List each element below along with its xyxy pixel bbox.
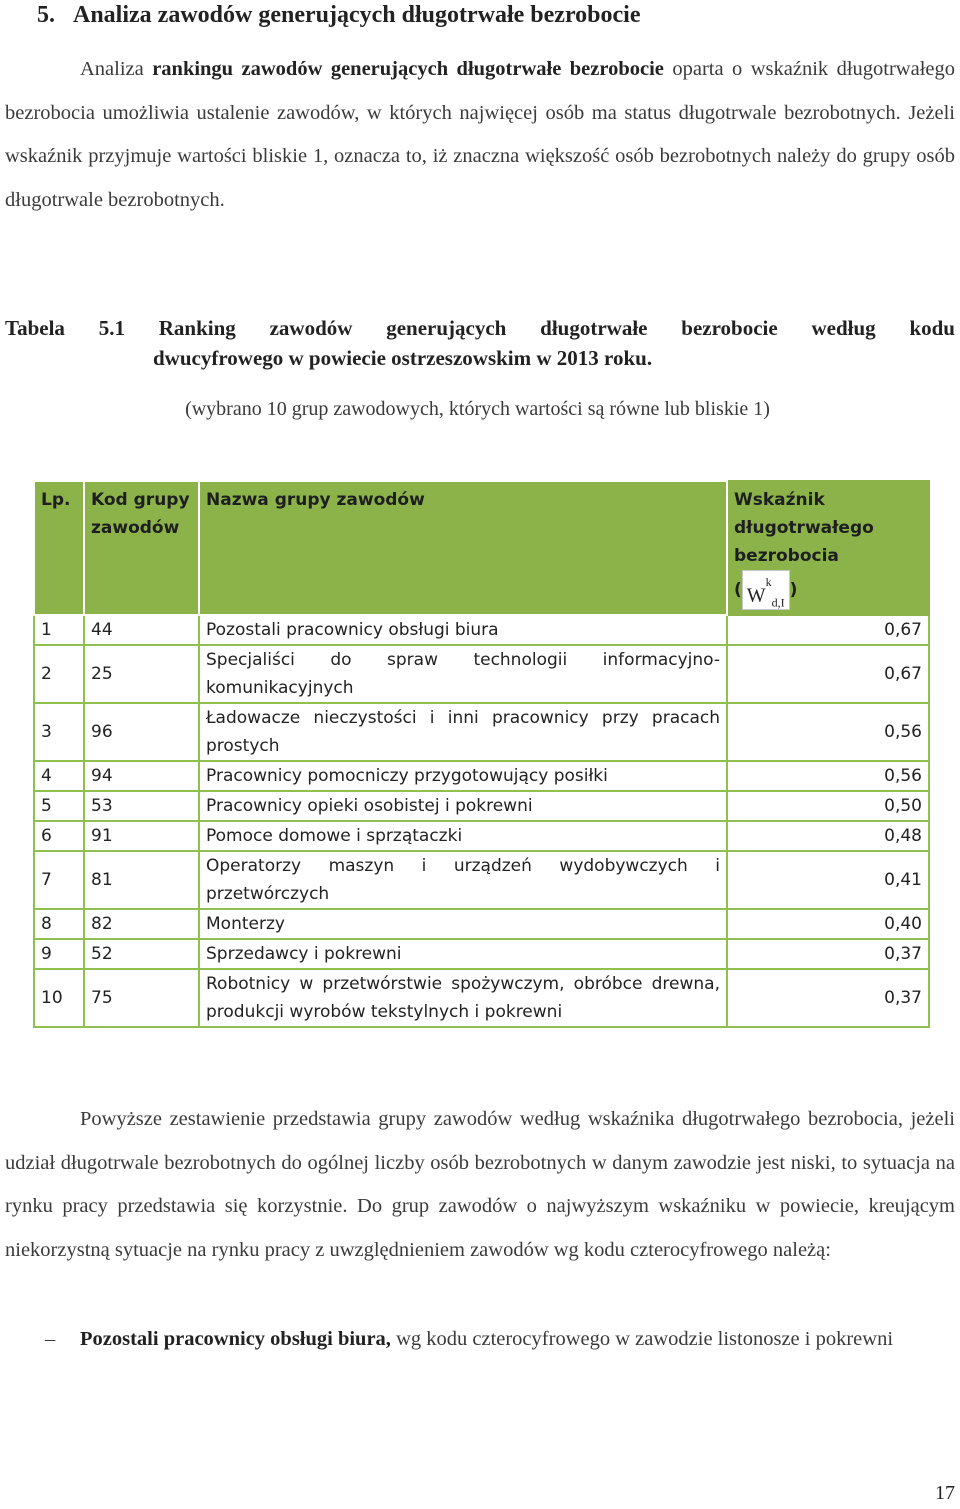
- bullet-dash: –: [45, 1328, 56, 1350]
- cell-kod: 52: [84, 939, 199, 969]
- cell-nazwa: Pracownicy opieki osobistej i pokrewni: [199, 791, 727, 821]
- table-row: [34, 645, 929, 703]
- cell-wartosc: 0,37: [727, 969, 929, 1027]
- cell-lp: 2: [34, 645, 84, 703]
- cell-lp: 9: [34, 939, 84, 969]
- cell-wartosc: 0,56: [727, 703, 929, 761]
- symbol-open: (: [734, 580, 742, 600]
- cell-lp: 8: [34, 909, 84, 939]
- intro-bold-text: rankingu zawodów generujących długotrwałe bezrobocie: [152, 58, 664, 80]
- header-symbol: [734, 570, 922, 610]
- cell-nazwa: Sprzedawcy i pokrewni: [199, 939, 727, 969]
- header-wskaznik: [727, 481, 929, 615]
- section-title: Analiza zawodów generujących długotrwałe bezrobocie: [73, 2, 641, 28]
- table-row: [34, 909, 929, 939]
- cell-kod: 53: [84, 791, 199, 821]
- cell-lp: 1: [34, 615, 84, 645]
- cell-nazwa: Specjaliści do spraw technologii informacyjno-komunikacyjnych: [199, 645, 727, 703]
- symbol-close: ): [789, 580, 798, 600]
- cell-wartosc: 0,50: [727, 791, 929, 821]
- table-row: [34, 761, 929, 791]
- cell-nazwa: Robotnicy w przetwórstwie spożywczym, obróbce drewna, produkcji wyrobów tekstylnych i pokrewni: [199, 969, 727, 1027]
- caption-line-2: dwucyfrowego w powiecie ostrzeszowskim w 2013 roku.: [153, 346, 653, 370]
- header-nazwa: Nazwa grupy zawodów: [199, 481, 727, 615]
- section-number: 5.: [37, 2, 55, 28]
- bullet-item: [5, 1318, 955, 1362]
- table-row: [34, 939, 929, 969]
- ranking-table: [33, 480, 930, 1028]
- table-row: [34, 615, 929, 645]
- cell-nazwa: Pracownicy pomocniczy przygotowujący posiłki: [199, 761, 727, 791]
- table-row: [34, 969, 929, 1027]
- cell-lp: 7: [34, 851, 84, 909]
- cell-wartosc: 0,67: [727, 645, 929, 703]
- cell-wartosc: 0,37: [727, 939, 929, 969]
- intro-paragraph: [5, 48, 955, 222]
- cell-nazwa: Pozostali pracownicy obsługi biura: [199, 615, 727, 645]
- cell-kod: 94: [84, 761, 199, 791]
- cell-nazwa: Operatorzy maszyn i urządzeń wydobywczych i przetwórczych: [199, 851, 727, 909]
- section-heading: [37, 0, 640, 30]
- table-row: [34, 703, 929, 761]
- cell-lp: 10: [34, 969, 84, 1027]
- cell-lp: 6: [34, 821, 84, 851]
- cell-lp: 4: [34, 761, 84, 791]
- table-subcaption: (wybrano 10 grup zawodowych, których wartości są równe lub bliskie 1): [185, 398, 770, 420]
- symbol-sub: d,I: [771, 595, 785, 610]
- formula-symbol: [742, 570, 790, 610]
- summary-paragraph: Powyższe zestawienie przedstawia grupy zawodów według wskaźnika długotrwałego bezrobocia, jeżeli udział długotrwale bezrobotnych do ogólnej liczby osób bezrobotnych w danym zawodzie jest niski, to sytuacja na rynku pracy przedstawia się korzystnie. Do grup zawodów o najwyższym wskaźniku w powiecie, kreującym niekorzystną sytuacje na rynku pracy z uwzględnieniem zawodów wg kodu czterocyfrowego należą:: [5, 1108, 955, 1261]
- cell-wartosc: 0,40: [727, 909, 929, 939]
- cell-kod: 25: [84, 645, 199, 703]
- header-lp: Lp.: [34, 481, 84, 615]
- cell-nazwa: Pomoce domowe i sprzątaczki: [199, 821, 727, 851]
- intro-text-start: Analiza: [80, 58, 153, 80]
- table-caption: [5, 313, 955, 373]
- cell-kod: 96: [84, 703, 199, 761]
- intro-text-end: oparta o wskaźnik długotrwałego bezrobocia umożliwia ustalenie zawodów, w których najwięcej osób ma status długotrwale bezrobotnych. Jeżeli wskaźnik przyjmuje wartości bliskie 1, oznacza to, iż znaczna większość osób bezrobotnych należy do grupy osób długotrwale bezrobotnych.: [5, 58, 955, 211]
- bullet-text: [5, 1318, 955, 1362]
- symbol-sup: k: [765, 575, 772, 589]
- cell-kod: 81: [84, 851, 199, 909]
- symbol-w: W: [746, 584, 766, 607]
- cell-kod: 75: [84, 969, 199, 1027]
- cell-kod: 44: [84, 615, 199, 645]
- cell-wartosc: 0,67: [727, 615, 929, 645]
- cell-nazwa: Monterzy: [199, 909, 727, 939]
- header-wskaznik-label: Wskaźnik długotrwałego bezrobocia: [734, 490, 874, 566]
- table-header-row: [34, 481, 929, 615]
- bullet-rest: wg kodu czterocyfrowego w zawodzie listonosze i pokrewni: [390, 1328, 894, 1350]
- header-kod: Kod grupy zawodów: [84, 481, 199, 615]
- bullet-bold: Pozostali pracownicy obsługi biura,: [80, 1328, 391, 1350]
- table-row: [34, 821, 929, 851]
- cell-lp: 3: [34, 703, 84, 761]
- cell-wartosc: 0,56: [727, 761, 929, 791]
- cell-kod: 91: [84, 821, 199, 851]
- page-number: 17: [935, 1482, 955, 1504]
- cell-kod: 82: [84, 909, 199, 939]
- cell-nazwa: Ładowacze nieczystości i inni pracownicy przy pracach prostych: [199, 703, 727, 761]
- table-row: [34, 791, 929, 821]
- cell-lp: 5: [34, 791, 84, 821]
- table-row: [34, 851, 929, 909]
- cell-wartosc: 0,41: [727, 851, 929, 909]
- caption-line-1: Tabela 5.1 Ranking zawodów generujących długotrwałe bezrobocie według kodu: [5, 316, 955, 340]
- cell-wartosc: 0,48: [727, 821, 929, 851]
